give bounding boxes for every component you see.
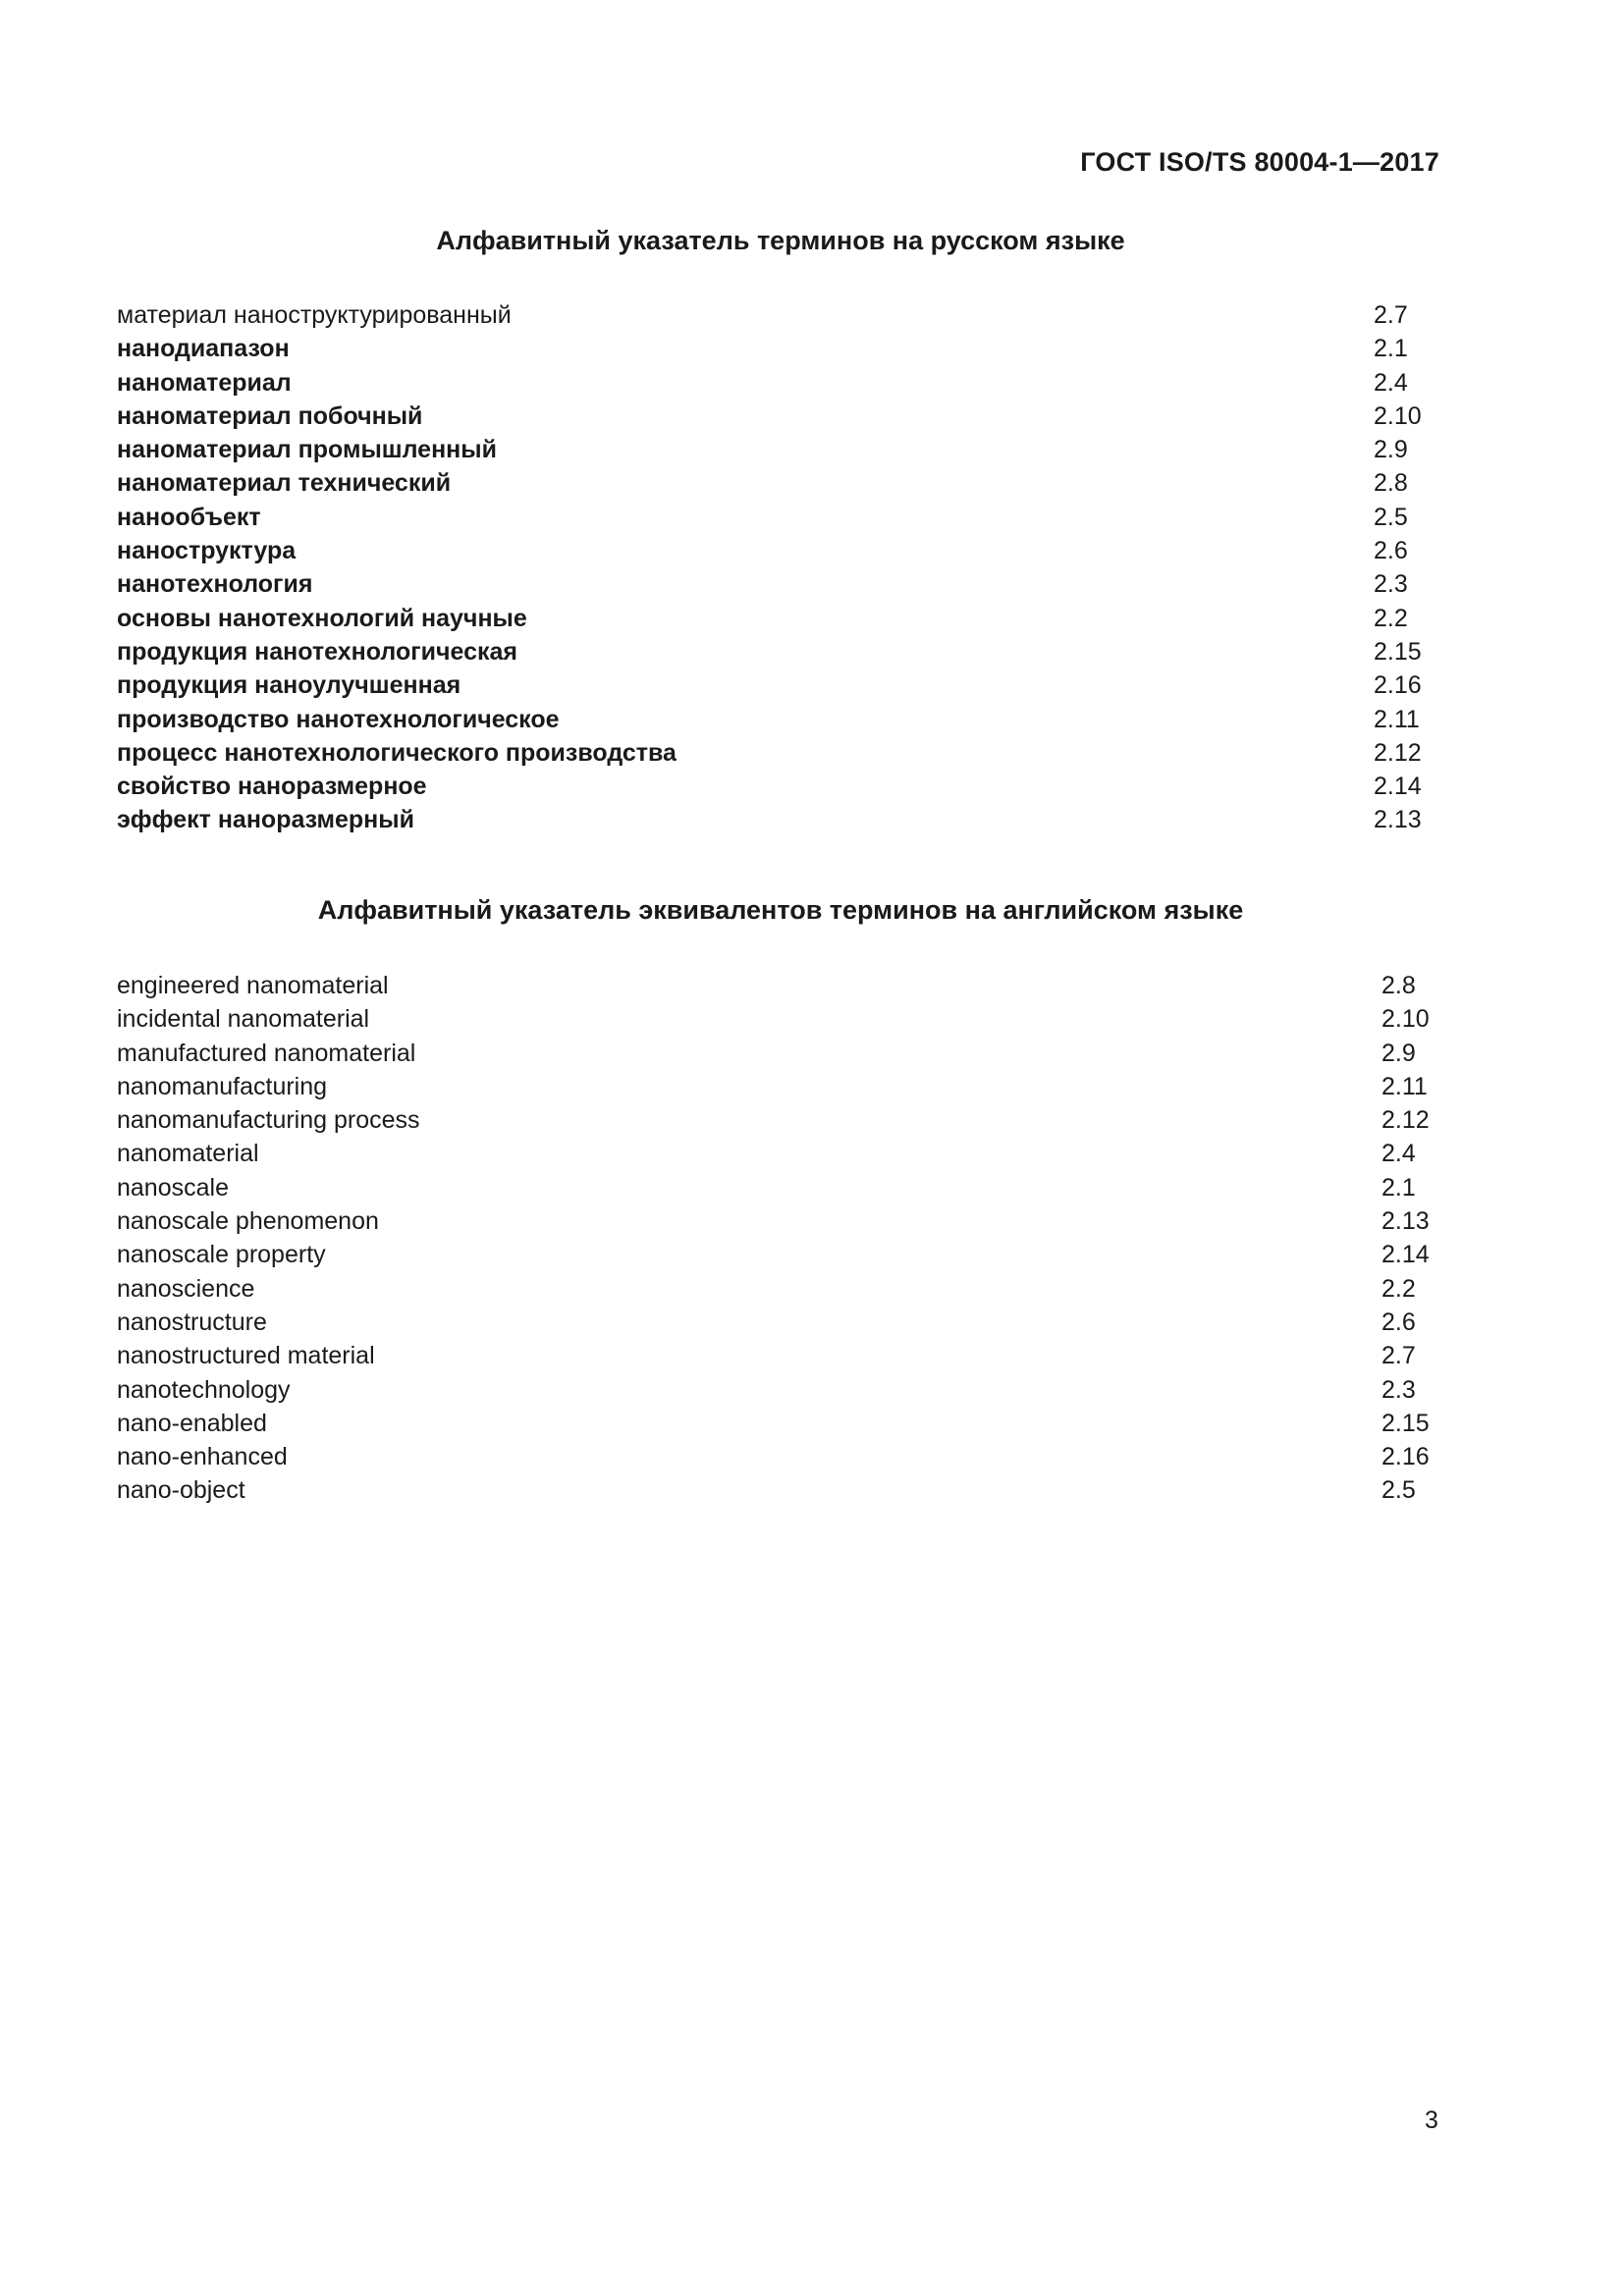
index-term: основы нанотехнологий научные [117, 604, 527, 632]
index-term: manufactured nanomaterial [117, 1039, 416, 1067]
index-reference-number: 2.3 [1374, 570, 1408, 599]
index-term: incidental nanomaterial [117, 1005, 370, 1034]
index-reference-number: 2.11 [1374, 705, 1420, 733]
index-entry [117, 969, 1431, 1002]
index-entry [117, 1171, 1431, 1204]
index-term: нанодиапазон [117, 335, 290, 363]
index-reference-number: 2.5 [1381, 1476, 1416, 1505]
index-reference-number: 2.12 [1381, 1106, 1430, 1135]
index-entry [117, 1440, 1431, 1473]
index-term: наноструктура [117, 537, 297, 565]
index-term: nano-object [117, 1476, 245, 1505]
index-reference-number: 2.13 [1381, 1207, 1430, 1236]
index-entry [117, 433, 1423, 466]
index-term: nanostructure [117, 1308, 267, 1336]
index-entry [117, 1373, 1431, 1407]
index-term: nano-enabled [117, 1409, 267, 1437]
index-reference-number: 2.15 [1381, 1409, 1430, 1437]
index-reference-number: 2.14 [1374, 773, 1422, 801]
index-term: engineered nanomaterial [117, 972, 389, 999]
document-standard-id: ГОСТ ISO/TS 80004-1—2017 [1080, 147, 1439, 177]
index-entry [117, 1238, 1431, 1271]
index-entry [117, 534, 1423, 567]
index-entry [117, 1137, 1431, 1170]
index-term: продукция нанотехнологическая [117, 637, 517, 666]
index-reference-number: 2.8 [1381, 972, 1416, 999]
index-entry [117, 770, 1423, 803]
english-term-index [117, 969, 1431, 1508]
index-term: производство нанотехнологическое [117, 705, 560, 733]
index-term: nanoscience [117, 1274, 255, 1303]
index-entry [117, 400, 1423, 433]
index-entry [117, 466, 1423, 500]
index-entry [117, 1002, 1431, 1036]
index-entry [117, 803, 1423, 836]
index-entry [117, 332, 1423, 365]
russian-index-title: Алфавитный указатель терминов на русском языке [436, 226, 1125, 255]
index-reference-number: 2.6 [1374, 537, 1408, 565]
index-entry [117, 501, 1423, 534]
index-reference-number: 2.13 [1374, 806, 1422, 834]
index-entry [117, 1339, 1431, 1372]
index-reference-number: 2.2 [1374, 604, 1408, 632]
index-entry [117, 1306, 1431, 1339]
index-term: свойство наноразмерное [117, 773, 427, 801]
index-reference-number: 2.7 [1381, 1342, 1416, 1370]
index-term: нанообъект [117, 503, 261, 531]
index-term: nanoscale [117, 1173, 229, 1201]
index-term: nanoscale phenomenon [117, 1207, 379, 1236]
index-term: продукция наноулучшенная [117, 671, 461, 700]
index-entry [117, 1272, 1431, 1306]
index-reference-number: 2.15 [1374, 637, 1422, 666]
index-term: наноматериал промышленный [117, 436, 497, 464]
index-term: наноматериал технический [117, 469, 452, 498]
index-term: процесс нанотехнологического производства [117, 738, 677, 767]
index-term: эффект наноразмерный [117, 806, 414, 834]
index-reference-number: 2.3 [1381, 1375, 1416, 1404]
index-reference-number: 2.8 [1374, 469, 1408, 498]
index-term: nanomanufacturing process [117, 1106, 420, 1135]
english-index-title: Алфавитный указатель эквивалентов терминов на английском языке [317, 895, 1244, 925]
index-entry [117, 668, 1423, 702]
index-term: nanoscale property [117, 1241, 326, 1269]
index-reference-number: 2.12 [1374, 738, 1422, 767]
index-entry [117, 1070, 1431, 1103]
index-reference-number: 2.16 [1374, 671, 1422, 700]
index-term: nanotechnology [117, 1375, 291, 1404]
index-reference-number: 2.7 [1374, 301, 1408, 329]
index-reference-number: 2.4 [1374, 368, 1408, 397]
index-reference-number: 2.10 [1374, 401, 1422, 430]
index-term: нанотехнология [117, 570, 313, 599]
index-reference-number: 2.1 [1374, 335, 1408, 363]
index-reference-number: 2.11 [1381, 1072, 1428, 1100]
index-reference-number: 2.2 [1381, 1274, 1416, 1303]
index-entry [117, 366, 1423, 400]
index-term: nano-enhanced [117, 1443, 288, 1471]
index-reference-number: 2.16 [1381, 1443, 1430, 1471]
index-term: материал наноструктурированный [117, 301, 512, 329]
index-term: nanomaterial [117, 1140, 259, 1168]
index-entry [117, 298, 1423, 332]
index-reference-number: 2.1 [1381, 1173, 1416, 1201]
index-reference-number: 2.6 [1381, 1308, 1416, 1336]
index-entry [117, 1037, 1431, 1070]
index-entry [117, 1204, 1431, 1238]
index-entry [117, 703, 1423, 736]
index-reference-number: 2.14 [1381, 1241, 1430, 1269]
index-entry [117, 1407, 1431, 1440]
index-term: nanostructured material [117, 1342, 375, 1370]
index-term: наноматериал [117, 368, 292, 397]
index-entry [117, 635, 1423, 668]
index-entry [117, 602, 1423, 635]
index-reference-number: 2.9 [1381, 1039, 1416, 1067]
index-entry [117, 736, 1423, 770]
index-entry [117, 567, 1423, 601]
russian-term-index [117, 298, 1423, 837]
index-term: nanomanufacturing [117, 1072, 328, 1100]
page-number: 3 [1425, 2107, 1438, 2134]
index-reference-number: 2.10 [1381, 1005, 1430, 1034]
index-reference-number: 2.9 [1374, 436, 1408, 464]
index-reference-number: 2.5 [1374, 503, 1408, 531]
index-entry [117, 1473, 1431, 1507]
index-term: наноматериал побочный [117, 401, 423, 430]
index-reference-number: 2.4 [1381, 1140, 1416, 1168]
index-entry [117, 1103, 1431, 1137]
